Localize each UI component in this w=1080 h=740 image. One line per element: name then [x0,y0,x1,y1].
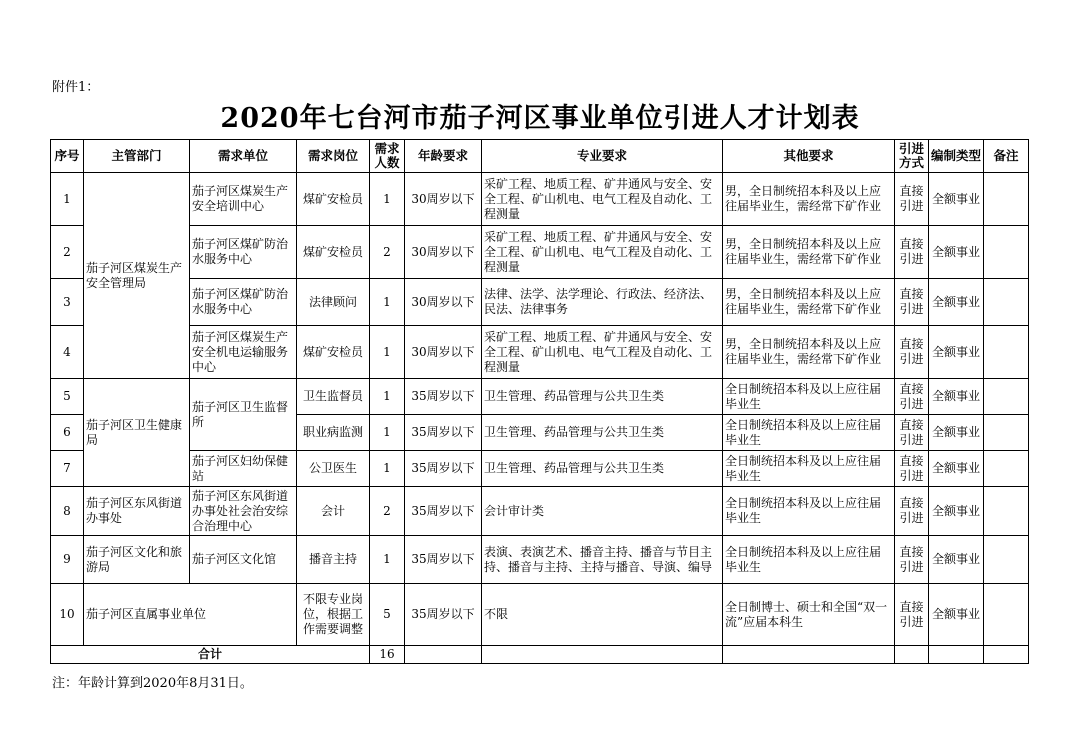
table-header-row [51,140,1029,173]
cell-age: 35周岁以下 [405,584,482,646]
cell-post: 卫生监督员 [297,379,370,415]
empty-cell [482,646,723,664]
cell-type: 全额事业 [929,379,984,415]
cell-seq: 3 [51,279,84,326]
cell-remark [984,487,1029,536]
empty-cell [984,646,1029,664]
cell-other: 男，全日制统招本科及以上应往届毕业生，需经常下矿作业 [723,173,895,226]
header-major: 专业要求 [482,140,723,173]
cell-dept: 茄子河区东风街道办事处 [84,487,190,536]
cell-seq: 7 [51,451,84,487]
cell-dept: 茄子河区煤炭生产安全管理局 [84,173,190,379]
header-age: 年龄要求 [405,140,482,173]
cell-remark [984,379,1029,415]
cell-unit: 茄子河区煤矿防治水服务中心 [190,279,297,326]
cell-age: 30周岁以下 [405,326,482,379]
cell-method: 直接引进 [895,451,929,487]
header-unit: 需求单位 [190,140,297,173]
cell-remark [984,451,1029,487]
cell-major: 采矿工程、地质工程、矿井通风与安全、安全工程、矿山机电、电气工程及自动化、工程测量 [482,173,723,226]
cell-other: 全日制统招本科及以上应往届毕业生 [723,487,895,536]
total-count: 16 [370,646,405,664]
cell-major: 采矿工程、地质工程、矿井通风与安全、安全工程、矿山机电、电气工程及自动化、工程测量 [482,226,723,279]
cell-method: 直接引进 [895,279,929,326]
cell-count: 1 [370,173,405,226]
cell-age: 35周岁以下 [405,536,482,584]
cell-unit: 茄子河区卫生监督所 [190,379,297,451]
cell-type: 全额事业 [929,415,984,451]
cell-type: 全额事业 [929,584,984,646]
cell-count: 2 [370,487,405,536]
cell-major: 卫生管理、药品管理与公共卫生类 [482,415,723,451]
table-row [51,326,1029,379]
cell-remark [984,173,1029,226]
cell-major: 不限 [482,584,723,646]
cell-other: 全日制统招本科及以上应往届毕业生 [723,415,895,451]
cell-major: 卫生管理、药品管理与公共卫生类 [482,451,723,487]
cell-other: 全日制博士、硕士和全国“双一流”应届本科生 [723,584,895,646]
cell-remark [984,226,1029,279]
empty-cell [723,646,895,664]
cell-seq: 9 [51,536,84,584]
attachment-label: 附件1： [52,80,100,95]
cell-dept: 茄子河区卫生健康局 [84,379,190,487]
cell-age: 35周岁以下 [405,415,482,451]
cell-count: 1 [370,279,405,326]
cell-other: 男，全日制统招本科及以上应往届毕业生，需经常下矿作业 [723,326,895,379]
cell-count: 1 [370,415,405,451]
cell-unit: 茄子河区煤矿防治水服务中心 [190,226,297,279]
cell-seq: 4 [51,326,84,379]
cell-count: 1 [370,536,405,584]
cell-other: 全日制统招本科及以上应往届毕业生 [723,379,895,415]
cell-other: 全日制统招本科及以上应往届毕业生 [723,536,895,584]
table-row [51,487,1029,536]
cell-type: 全额事业 [929,451,984,487]
empty-cell [405,646,482,664]
table-row [51,584,1029,646]
cell-method: 直接引进 [895,487,929,536]
header-remark: 备注 [984,140,1029,173]
header-dept: 主管部门 [84,140,190,173]
cell-age: 30周岁以下 [405,173,482,226]
total-label: 合计 [51,646,370,664]
cell-method: 直接引进 [895,379,929,415]
footnote: 注：年龄计算到2020年8月31日。 [52,676,253,691]
empty-cell [895,646,929,664]
cell-age: 35周岁以下 [405,487,482,536]
cell-seq: 5 [51,379,84,415]
cell-seq: 10 [51,584,84,646]
cell-count: 1 [370,379,405,415]
cell-other: 男，全日制统招本科及以上应往届毕业生，需经常下矿作业 [723,226,895,279]
total-row [51,646,1029,664]
cell-seq: 8 [51,487,84,536]
cell-unit: 茄子河区文化馆 [190,536,297,584]
cell-remark [984,584,1029,646]
cell-seq: 6 [51,415,84,451]
cell-remark [984,326,1029,379]
cell-type: 全额事业 [929,536,984,584]
cell-other: 男，全日制统招本科及以上应往届毕业生，需经常下矿作业 [723,279,895,326]
cell-unit: 茄子河区妇幼保健站 [190,451,297,487]
cell-unit: 茄子河区东风街道办事处社会治安综合治理中心 [190,487,297,536]
cell-post: 法律顾问 [297,279,370,326]
cell-method: 直接引进 [895,326,929,379]
cell-count: 1 [370,326,405,379]
header-other: 其他要求 [723,140,895,173]
cell-major: 采矿工程、地质工程、矿井通风与安全、安全工程、矿山机电、电气工程及自动化、工程测量 [482,326,723,379]
cell-unit: 茄子河区煤炭生产安全机电运输服务中心 [190,326,297,379]
table-row [51,379,1029,415]
cell-method: 直接引进 [895,226,929,279]
cell-major: 会计审计类 [482,487,723,536]
cell-method: 直接引进 [895,584,929,646]
cell-post: 职业病监测 [297,415,370,451]
cell-major: 法律、法学、法学理论、行政法、经济法、民法、法律事务 [482,279,723,326]
cell-type: 全额事业 [929,487,984,536]
cell-age: 30周岁以下 [405,279,482,326]
header-type: 编制类型 [929,140,984,173]
cell-method: 直接引进 [895,536,929,584]
table-row [51,451,1029,487]
cell-seq: 2 [51,226,84,279]
cell-seq: 1 [51,173,84,226]
cell-type: 全额事业 [929,279,984,326]
cell-age: 35周岁以下 [405,451,482,487]
cell-age: 30周岁以下 [405,226,482,279]
cell-post: 会计 [297,487,370,536]
cell-post: 不限专业岗位，根据工作需要调整 [297,584,370,646]
cell-major: 卫生管理、药品管理与公共卫生类 [482,379,723,415]
cell-post: 公卫医生 [297,451,370,487]
cell-count: 1 [370,451,405,487]
cell-post: 煤矿安检员 [297,226,370,279]
table-row [51,279,1029,326]
cell-dept: 茄子河区直属事业单位 [84,584,297,646]
cell-type: 全额事业 [929,326,984,379]
cell-other: 全日制统招本科及以上应往届毕业生 [723,451,895,487]
cell-method: 直接引进 [895,173,929,226]
table-row [51,173,1029,226]
header-method: 引进方式 [895,140,929,173]
cell-type: 全额事业 [929,173,984,226]
cell-dept: 茄子河区文化和旅游局 [84,536,190,584]
talent-plan-table [50,139,1029,664]
header-seq: 序号 [51,140,84,173]
cell-post: 煤矿安检员 [297,173,370,226]
cell-remark [984,279,1029,326]
cell-count: 5 [370,584,405,646]
cell-post: 煤矿安检员 [297,326,370,379]
cell-remark [984,415,1029,451]
header-post: 需求岗位 [297,140,370,173]
page-title: 2020年七台河市茄子河区事业单位引进人才计划表 [220,103,860,134]
cell-post: 播音主持 [297,536,370,584]
cell-type: 全额事业 [929,226,984,279]
cell-major: 表演、表演艺术、播音主持、播音与节目主持、播音与主持、主持与播音、导演、编导 [482,536,723,584]
cell-count: 2 [370,226,405,279]
cell-age: 35周岁以下 [405,379,482,415]
cell-unit: 茄子河区煤炭生产安全培训中心 [190,173,297,226]
cell-method: 直接引进 [895,415,929,451]
header-count: 需求人数 [370,140,405,173]
empty-cell [929,646,984,664]
cell-remark [984,536,1029,584]
table-row [51,226,1029,279]
table-row [51,536,1029,584]
